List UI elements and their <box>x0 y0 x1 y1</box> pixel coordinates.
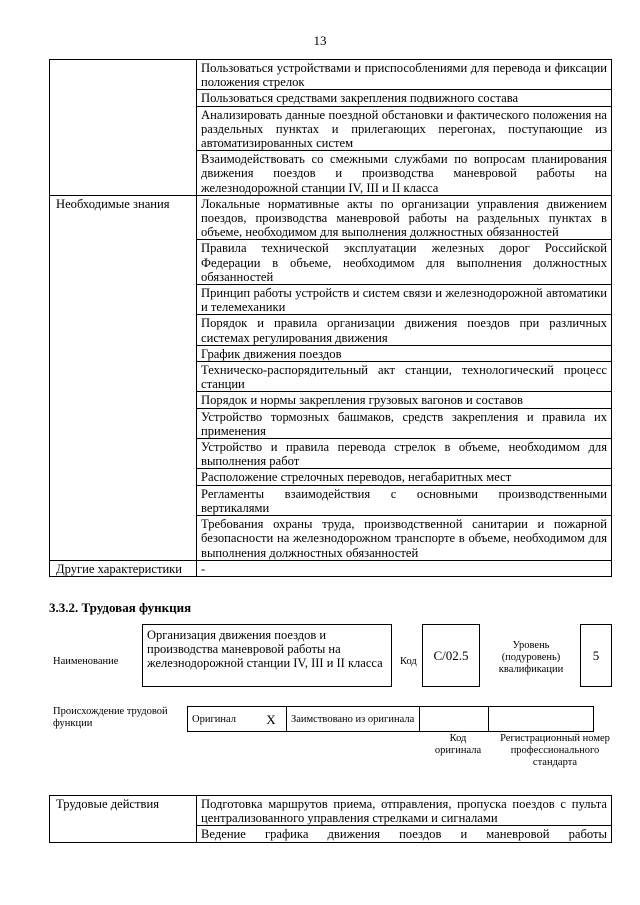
function-name-label: Наименование <box>53 656 119 667</box>
skill-item: Пользоваться средствами закрепления подвижного состава <box>197 90 612 106</box>
labor-action-item: Ведение графика движения поездов и маневровой работы <box>197 826 612 842</box>
knowledge-item: Порядок и нормы закрепления грузовых вагонов и составов <box>197 392 612 408</box>
original-label: Оригинал <box>188 707 257 732</box>
registration-number-cell <box>489 707 594 732</box>
knowledge-item: Устройство и правила перевода стрелок в объеме, необходимом для выполнения работ <box>197 439 612 469</box>
qualification-level-label: Уровень (подуровень) квалификации <box>498 640 564 675</box>
table-row <box>50 796 612 826</box>
other-characteristics-label: Другие характеристики <box>50 560 197 576</box>
skills-label-cell <box>50 60 197 196</box>
knowledge-skills-table <box>49 59 612 577</box>
table-row <box>50 60 612 90</box>
knowledge-item: Устройство тормозных башмаков, средств закрепления и правила их применения <box>197 408 612 438</box>
skill-item: Взаимодействовать со смежными службами по вопросам планирования движения поездов и производства маневровой работы на железнодорожной станции IV, III и II класса <box>197 151 612 196</box>
knowledge-item: График движения поездов <box>197 345 612 361</box>
labor-actions-label: Трудовые действия <box>50 796 197 843</box>
origin-table <box>187 706 594 732</box>
knowledge-item: Правила технической эксплуатации железных дорог Российской Федерации в объеме, необходимом для выполнения должностных обязанностей <box>197 240 612 285</box>
knowledge-item: Техническо-распорядительный акт станции, технологический процесс станции <box>197 362 612 392</box>
original-mark: X <box>256 707 287 732</box>
skill-item: Анализировать данные поездной обстановки и фактического положения на раздельных пунктах и прилегающих перегонах, поступающие из автоматизированных систем <box>197 106 612 151</box>
knowledge-item: Регламенты взаимодействия с основными производственными вертикалями <box>197 485 612 515</box>
skill-item: Пользоваться устройствами и приспособлениями для перевода и фиксации положения стрелок <box>197 60 612 90</box>
knowledge-item: Расположение стрелочных переводов, негабаритных мест <box>197 469 612 485</box>
knowledge-item: Порядок и правила организации движения поездов при различных системах регулирования движения <box>197 315 612 345</box>
original-code-cell <box>420 707 489 732</box>
section-title: 3.3.2. Трудовая функция <box>49 600 192 615</box>
table-row <box>50 560 612 576</box>
function-code-box: С/02.5 <box>422 624 480 687</box>
labor-actions-table <box>49 795 612 843</box>
table-row <box>50 195 612 240</box>
origin-label: Происхождение трудовой функции <box>53 706 168 729</box>
knowledge-item: Требования охраны труда, производственной санитарии и пожарной безопасности на железнодорожном транспорте в объеме, необходимом для выполнения должностных обязанностей <box>197 516 612 561</box>
borrowed-label: Заимствовано из оригинала <box>287 707 420 732</box>
labor-action-item: Подготовка маршрутов приема, отправления, пропуска поездов с пульта централизованного управления стрелками и сигналами <box>197 796 612 826</box>
function-code-label: Код <box>400 656 417 667</box>
knowledge-label: Необходимые знания <box>50 195 197 560</box>
knowledge-item: Принцип работы устройств и систем связи и железнодорожной автоматики и телемеханики <box>197 285 612 315</box>
qualification-level-box: 5 <box>580 624 612 687</box>
function-name-box: Организация движения поездов и производства маневровой работы на железнодорожной станции IV, III и II класса <box>142 624 392 687</box>
knowledge-item: Локальные нормативные акты по организации управления движением поездов, производства маневровой работы на раздельных пунктах в объеме, необходимом для выполнения должностных обязанностей <box>197 195 612 240</box>
registration-caption: Регистрационный номер профессионального стандарта <box>500 733 610 768</box>
code-caption: Код оригинала <box>434 733 482 756</box>
page-number: 13 <box>313 33 327 48</box>
other-characteristics-value: - <box>197 560 612 576</box>
